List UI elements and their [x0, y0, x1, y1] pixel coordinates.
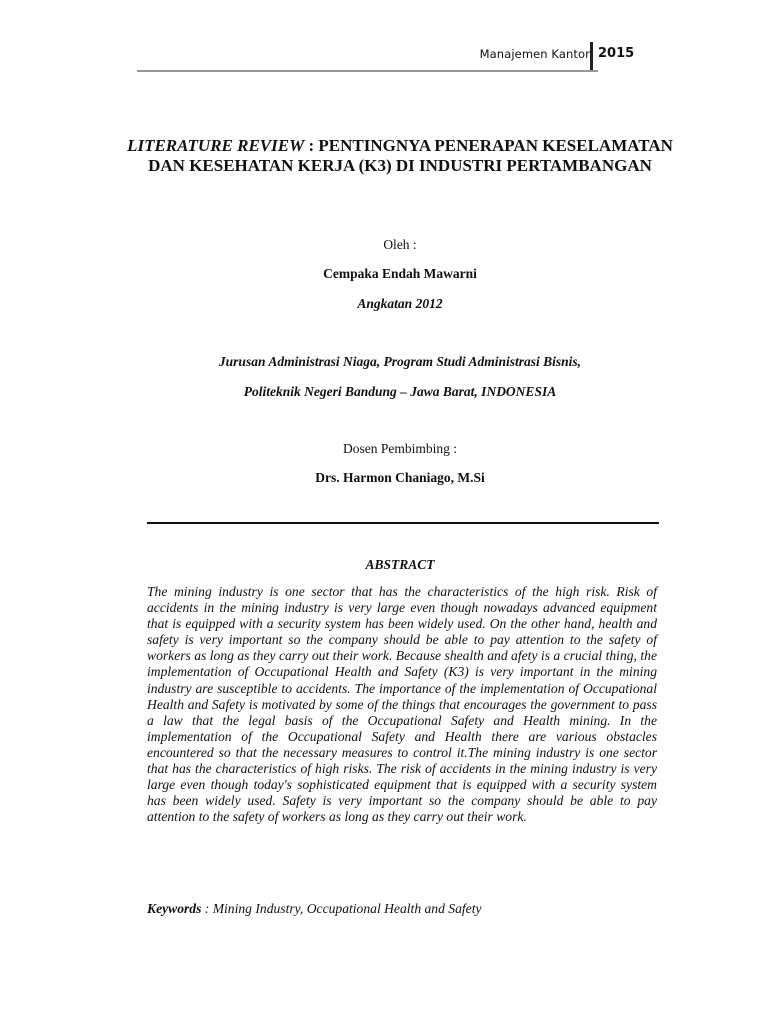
by-label: Oleh : — [383, 237, 417, 252]
abstract-heading: ABSTRACT — [365, 557, 435, 572]
author-cohort: Angkatan 2012 — [357, 296, 443, 311]
header-rule — [137, 70, 598, 72]
author-name: Cempaka Endah Mawarni — [323, 266, 477, 281]
affiliation-department: Jurusan Administrasi Niaga, Program Studi Administrasi Bisnis, — [218, 354, 582, 369]
advisor-label: Dosen Pembimbing : — [343, 441, 457, 456]
paper-title — [120, 136, 680, 176]
keywords-separator: : — [201, 901, 213, 916]
page-header — [0, 0, 768, 80]
keywords-line — [147, 901, 667, 917]
section-divider — [147, 522, 659, 524]
advisor-name: Drs. Harmon Chaniago, M.Si — [315, 470, 485, 485]
keywords-value: Mining Industry, Occupational Health and Safety — [212, 901, 482, 916]
journal-year: 2015 — [598, 46, 635, 61]
paper-title-italic: LITERATURE REVIEW — [127, 136, 305, 155]
header-separator — [590, 42, 593, 72]
paper-title-rest: : PENTINGNYA PENERAPAN KESELAMATAN DAN KESEHATAN KERJA (K3) DI INDUSTRI PERTAMBANGAN — [148, 136, 673, 175]
journal-name: Manajemen Kantor — [479, 47, 590, 61]
affiliation-campus: Politeknik Negeri Bandung – Jawa Barat, INDONESIA — [243, 384, 557, 399]
abstract-body: The mining industry is one sector that has the characteristics of the high risk. Risk of accidents in the mining industry is very large even though nowadays advanced equipment that is equipped with a security system has been widely used. On the other hand, health and safety is very important so the company should be able to pay attention to the safety of workers as long as they carry out their work. Because shealth and afety is a crucial thing, the implementation of Occupational Health and Safety (K3) is very important in the mining industry are susceptible to accidents. The importance of the implementation of Occupational Health and Safety is motivated by some of the things that encourages the government to pass a law that the legal basis of the Occupational Safety and Health mining. In the implementation of the Occupational Safety and Health there are various obstacles encountered so that the necessary measures to control it.The mining industry is one sector that has the characteristics of high risks. The risk of accidents in the mining industry is very large even though today's sophisticated equipment that is equipped with a security system has been widely used. Safety is very important so the company should be able to pay attention to the safety of workers as long as they carry out their work. — [147, 584, 657, 825]
keywords-label: Keywords — [147, 901, 202, 916]
